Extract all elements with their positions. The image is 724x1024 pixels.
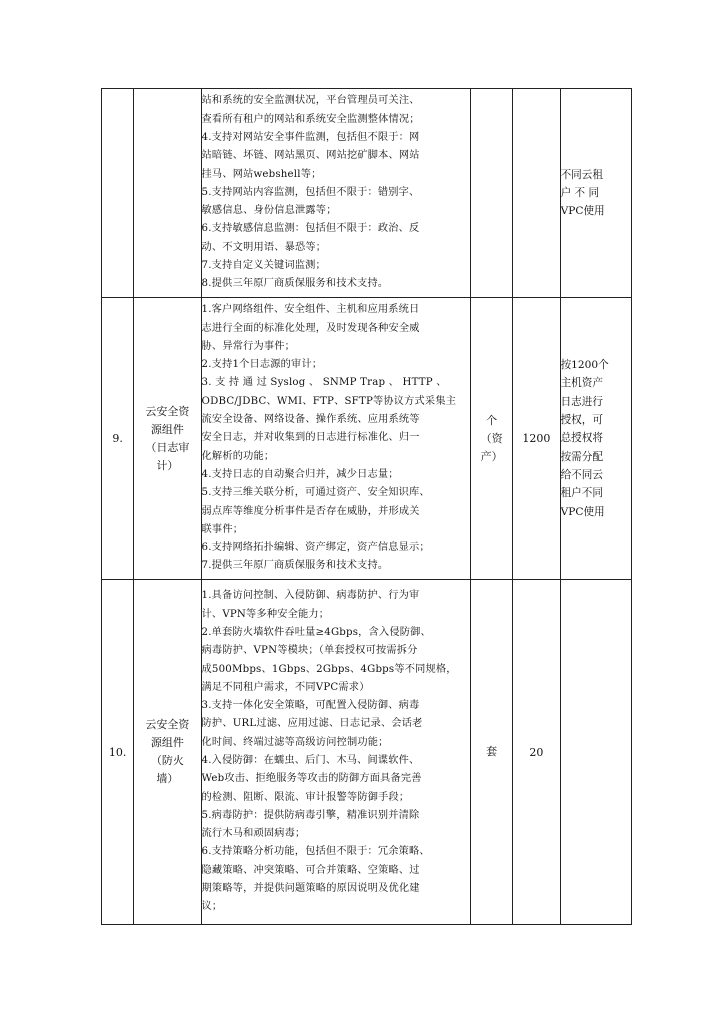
text-line: 总授权将 (560, 432, 603, 445)
text-line: 病毒防护、VPN等模块；（单套授权可按需拆分 (201, 645, 418, 657)
text-line: 2.支持1个日志源的审计； (201, 359, 323, 371)
text-line: 联事件； (201, 523, 244, 535)
text-line: 计） (156, 458, 179, 472)
row-number-cell: 9. (102, 298, 134, 580)
text-line: 满足不同租户需求，不同VPC需求） (201, 681, 370, 693)
text-line: 产） (480, 449, 503, 463)
text-line: VPC使用 (560, 505, 605, 518)
quantity-cell (513, 89, 560, 298)
row-number-cell (102, 89, 134, 298)
text-line: 给不同云 (560, 468, 603, 481)
text-line: 挂马、网站webshell等； (201, 168, 322, 180)
item-description-cell (201, 89, 471, 298)
spec-table (101, 88, 632, 925)
text-line: Web攻击、拒绝服务等攻击的防御方面具备完善 (201, 773, 422, 785)
text-line: 主机资产 (560, 377, 603, 390)
text-line: 化解析的功能； (201, 450, 275, 462)
text-line: 流行木马和顽固病毒； (201, 828, 306, 840)
text-line: 云安全资 (145, 718, 190, 731)
text-line: 弱点库等维度分析事件是否存在威胁，并形成关 (201, 505, 420, 517)
text-line: 1.客户网络组件、安全组件、主机和应用系统日 (201, 304, 420, 316)
text-line: 授权，可 (560, 414, 603, 427)
text-line: 3. 支 持 通 过 Syslog 、 SNMP Trap 、 HTTP 、 (201, 377, 447, 389)
text-line: 计、VPN等多种安全能力； (201, 608, 330, 620)
text-line: 7.支持自定义关键词监测； (201, 260, 326, 272)
note-cell (560, 298, 631, 580)
text-line: 4.支持对网站安全事件监测，包括但不限于：网 (201, 131, 420, 143)
text-line: 6.支持网络拓扑编辑、资产绑定，资产信息显示； (201, 542, 430, 554)
item-description-cell (201, 298, 471, 580)
text-line: 胁、异常行为事件； (201, 340, 296, 352)
text-line: 安全日志，并对收集到的日志进行标准化、归一 (201, 432, 420, 444)
row-number-cell: 10. (102, 580, 134, 925)
text-line: 成500Mbps、1Gbps、2Gbps、4Gbps等不同规格， (201, 663, 457, 675)
text-line: 7.提供三年原厂商质保服务和技术支持。 (201, 560, 389, 572)
text-line: 议； (201, 901, 223, 913)
item-description-cell (201, 580, 471, 925)
text-line: 期策略等，并提供问题策略的原因说明及优化建 (201, 883, 420, 895)
text-line: 5.病毒防护：提供防病毒引擎，精准识别并清除 (201, 809, 420, 821)
text-line: 查看所有租户的网站和系统安全监测整体情况； (201, 113, 420, 125)
text-line: 隐藏策略、冲突策略、可合并策略、空策略、过 (201, 864, 420, 876)
text-line: 不同云租 (560, 168, 603, 181)
text-line: 的检测、阻断、限流、审计报警等防御手段； (201, 791, 410, 803)
text-line: 5.支持三维关联分析，可通过资产、安全知识库、 (201, 487, 430, 499)
unit-cell (471, 89, 513, 298)
text-line: 动、不文明用语、暴恐等； (201, 241, 327, 253)
text-line: 4.支持日志的自动聚合归并，减少日志量； (201, 468, 399, 480)
item-name-cell (134, 298, 201, 580)
text-line: ODBC/JDBC、WMI、FTP、SFTP等协议方式采集主 (201, 395, 457, 407)
text-line: 站和系统的安全监测状况，平台管理员可关注、 (201, 95, 420, 107)
text-line: 流安全设备、网络设备、操作系统、应用系统等 (201, 414, 420, 426)
quantity-cell: 1200 (513, 298, 560, 580)
text-line: 站暗链、坏链、网站黑页、网站挖矿脚本、网站 (201, 150, 420, 162)
text-line: 3.支持一体化安全策略，可配置入侵防御、病毒 (201, 700, 420, 712)
table-row (102, 580, 632, 925)
text-line: 敏感信息、身份信息泄露等； (201, 205, 337, 217)
text-line: 按需分配 (560, 450, 603, 463)
unit-cell (471, 580, 513, 925)
text-line: 云安全资 (145, 404, 190, 418)
text-line: 按1200个 (560, 359, 609, 372)
text-line: 1.具备访问控制、入侵防御、病毒防护、行为审 (201, 590, 420, 602)
text-line: （日志审 (145, 440, 190, 454)
text-line: VPC使用 (560, 205, 605, 218)
text-line: 个 (486, 413, 498, 427)
text-line: 租户不同 (560, 487, 603, 500)
note-cell (560, 89, 631, 298)
text-line: （防火 (150, 754, 184, 767)
text-line: 2.单套防火墙软件吞吐量≥4Gbps，含入侵防御、 (201, 626, 431, 638)
text-line: 墙） (156, 772, 179, 785)
note-cell (560, 580, 631, 925)
table-row (102, 298, 632, 580)
text-line: 5.支持网站内容监测，包括但不限于：错别字、 (201, 186, 420, 198)
text-line: 源组件 (150, 422, 184, 436)
text-line: 4.入侵防御：在蠕虫、后门、木马、间谍软件、 (201, 755, 420, 766)
text-line: 日志进行 (560, 395, 603, 408)
unit-cell (471, 298, 513, 580)
item-name-cell (134, 580, 201, 925)
text-line: 8.提供三年原厂商质保服务和技术支持。 (201, 278, 389, 290)
text-line: 化时间、终端过滤等高级访问控制功能； (201, 736, 389, 748)
item-name-cell (134, 89, 201, 298)
spec-table-body (102, 89, 632, 925)
table-row (102, 89, 632, 298)
text-line: 源组件 (150, 736, 184, 749)
text-line: 套 (486, 745, 498, 758)
quantity-cell: 20 (513, 580, 560, 925)
text-line: 志进行全面的标准化处理，及时发现各种安全威 (201, 322, 420, 334)
text-line: （资 (480, 431, 503, 445)
text-line: 6.支持策略分析功能，包括但不限于：冗余策略、 (201, 846, 430, 858)
text-line: 防护、URL过滤、应用过滤、日志记录、会话老 (201, 718, 423, 730)
text-line: 6.支持敏感信息监测：包括但不限于：政治、反 (201, 223, 420, 235)
text-line: 户 不 同 (560, 186, 600, 199)
